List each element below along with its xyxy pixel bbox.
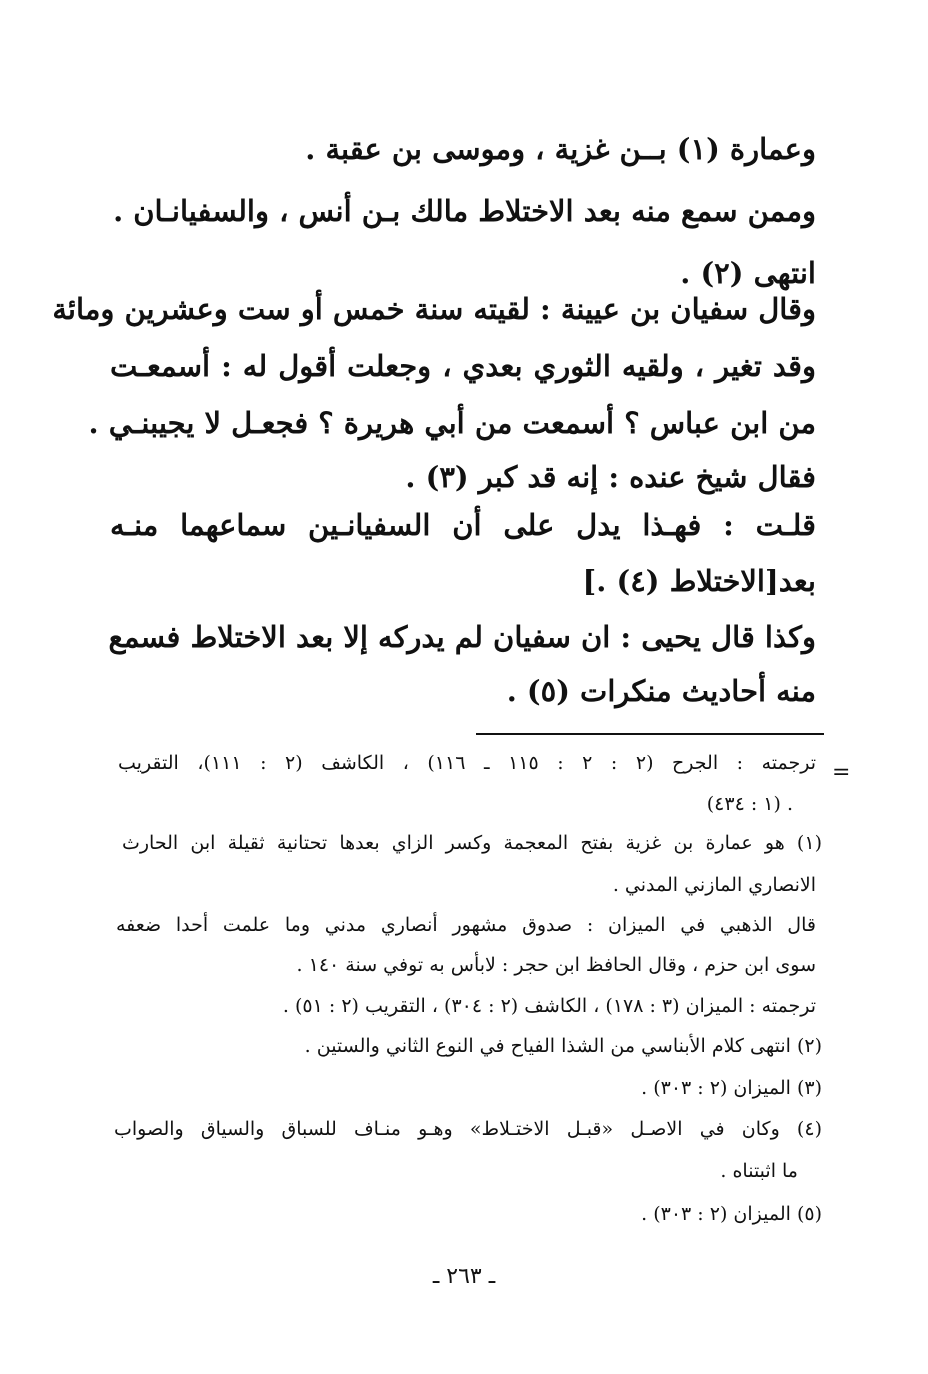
body-line-1: وعمارة (١) بــن غزية ، وموسى بن عقبة . [305, 132, 816, 166]
body-line-4: وقال سفيان بن عيينة : لقيته سنة خمس أو ست وعشرين ومائة [52, 292, 816, 326]
footnote-line-1: ترجمته : الجرح (٢ : ٢ : ١١٥ ـ ١١٦) ، الكاشف (٢ : ١١١)، التقريب [118, 752, 817, 774]
footnote-line-9: (٣) الميزان (٢ : ٣٠٣) . [641, 1077, 822, 1099]
footnote-line-3: (١) هو عمارة بن غزية بفتح المعجمة وكسر الزاي بعدها تحتانية ثقيلة ابن الحارث [122, 832, 822, 854]
footnote-line-12: (٥) الميزان (٢ : ٣٠٣) . [641, 1203, 822, 1225]
footnote-line-7: ترجمته : الميزان (٣ : ١٧٨) ، الكاشف (٢ : ٣٠٤) ، التقريب (٢ : ٥١) . [282, 995, 816, 1017]
footnote-line-6: سوى ابن حزم ، وقال الحافظ ابن حجر : لابأس به توفي سنة ١٤٠ . [296, 954, 816, 976]
body-line-5: وقد تغير ، ولقيه الثوري بعدي ، وجعلت أقول له : أسمعـت [110, 349, 816, 383]
footnote-separator [476, 733, 824, 735]
page-number: ـ ٢٦٣ ـ [432, 1264, 496, 1289]
footnote-line-8: (٢) انتهى كلام الأبناسي من الشذا الفياح في النوع الثاني والستين . [304, 1035, 822, 1057]
footnote-line-4: الانصاري المازني المدني . [612, 874, 816, 896]
body-line-2: وممن سمع منه بعد الاختلاط مالك بـن أنس ، والسفيانـان . [113, 194, 816, 228]
body-line-9: بعد[الاختلاط (٤) .] [582, 564, 816, 598]
body-line-11: منه أحاديث منكرات (٥) . [506, 674, 816, 708]
footnote-line-2: (١ : ٤٣٤) . [706, 793, 793, 815]
body-line-3: انتهى (٢) . [680, 256, 816, 290]
footnote-continuation-marker: = [832, 760, 851, 785]
body-line-8: قلـت : فهـذا يدل على أن السفيانـين سماعهما منـه [110, 508, 816, 542]
body-line-6: من ابن عباس ؟ أسمعت من أبي هريرة ؟ فجعـل لا يجيبنـي . [88, 406, 816, 440]
footnote-line-11: ما اثبتناه . [720, 1160, 798, 1182]
footnote-line-10: (٤) وكان في الاصـل «قبـل الاختـلاط» وهـو منـاف للسباق والسياق والصواب [114, 1118, 822, 1140]
footnote-line-5: قال الذهبي في الميزان : صدوق مشهور أنصاري مدني وما علمت أحدا ضعفه [116, 914, 816, 936]
body-line-10: وكذا قال يحيى : ان سفيان لم يدركه إلا بعد الاختلاط فسمع [108, 620, 816, 654]
body-line-7: فقال شيخ عنده : إنه قد كبر (٣) . [405, 460, 816, 494]
